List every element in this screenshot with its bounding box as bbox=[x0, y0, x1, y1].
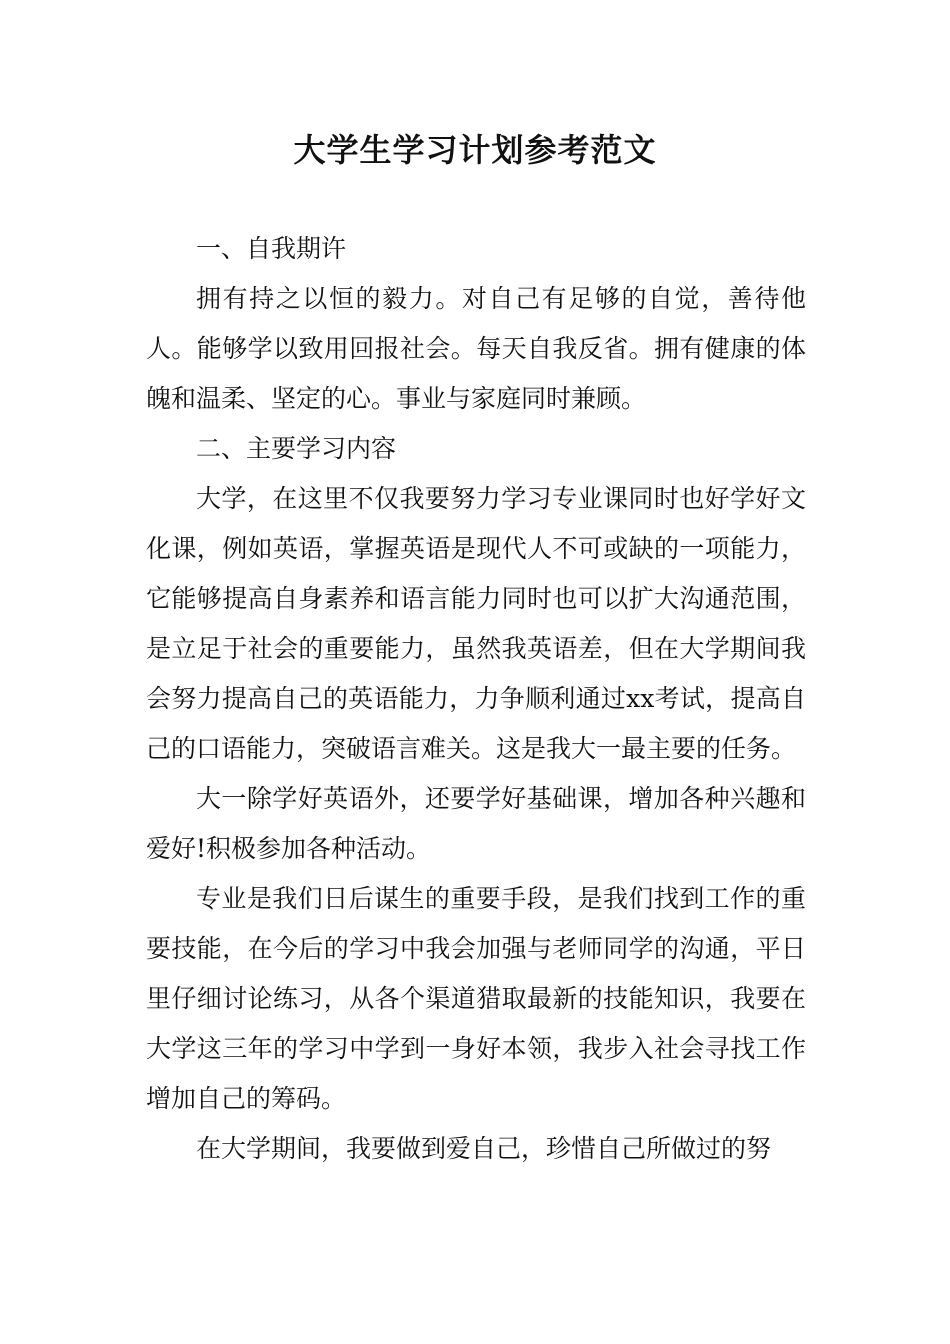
paragraph-english-study: 大学，在这里不仅我要努力学习专业课同时也好学好文化课，例如英语，掌握英语是现代人不可或缺的一项能力，它能够提高自身素养和语言能力同时也可以扩大沟通范围，是立足于社会的重要能力，虽然我英语差，但在大学期间我会努力提高自己的英语能力，力争顺利通过xx考试，提高自己的口语能力，突破语言难关。这是我大一最主要的任务。 bbox=[146, 484, 806, 763]
paragraph-self-expectation: 拥有持之以恒的毅力。对自己有足够的自觉，善待他人。能够学以致用回报社会。每天自我反省。拥有健康的体魄和温柔、坚定的心。事业与家庭同时兼顾。 bbox=[146, 284, 806, 413]
section-heading-self-expectation: 一、自我期许 bbox=[196, 234, 347, 263]
section-heading-main-content: 二、主要学习内容 bbox=[196, 434, 397, 463]
paragraph-major-study: 专业是我们日后谋生的重要手段，是我们找到工作的重要技能，在今后的学习中我会加强与老师同学的沟通，平日里仔细讨论练习，从各个渠道猎取最新的技能知识，我要在大学这三年的学习中学到一身好本领，我步入社会寻找工作增加自己的筹码。 bbox=[146, 884, 806, 1113]
document-title: 大学生学习计划参考范文 bbox=[293, 131, 657, 169]
paragraph-basic-courses: 大一除学好英语外，还要学好基础课，增加各种兴趣和爱好!积极参加各种活动。 bbox=[146, 784, 806, 863]
document-body bbox=[146, 224, 806, 1174]
paragraph-self-care: 在大学期间，我要做到爱自己，珍惜自己所做过的努 bbox=[196, 1134, 772, 1163]
